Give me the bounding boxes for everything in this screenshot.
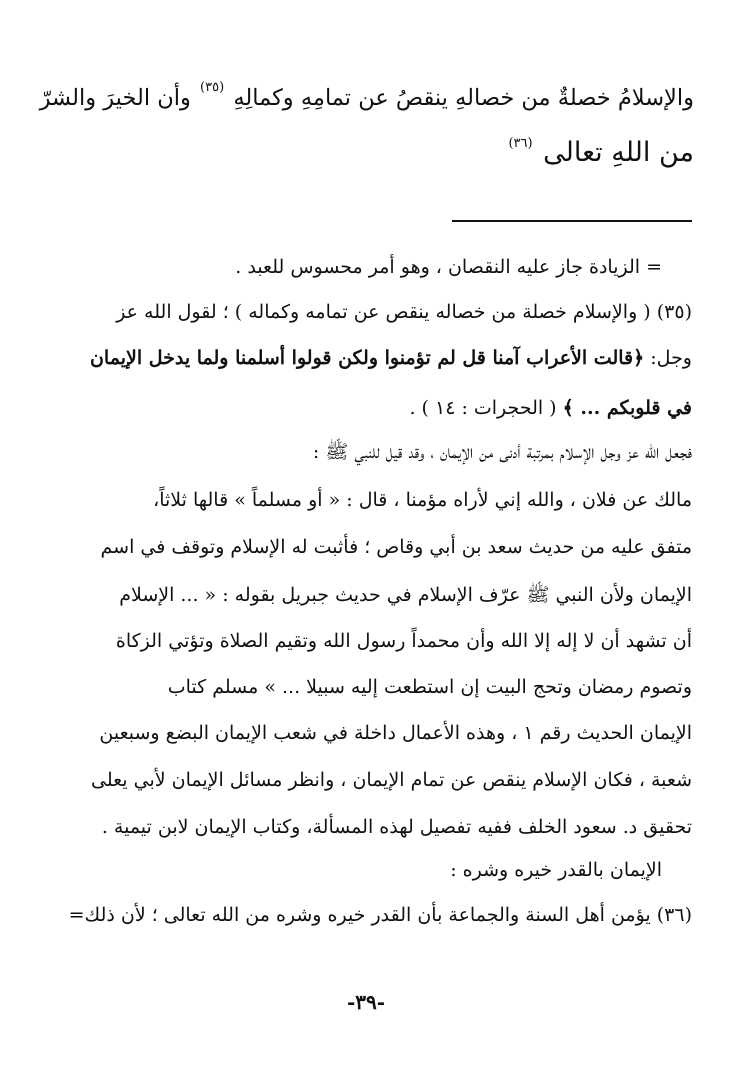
footnote-35-line: الإيمان الحديث رقم ١ ، وهذه الأعمال داخلة في شعب الإيمان البضع وسبعين xyxy=(99,722,692,744)
main-text-segment: وأن الخيرَ والشرّ xyxy=(39,85,191,111)
footnote-divider xyxy=(452,220,692,222)
footnote-35-line: شعبة ، فكان الإسلام ينقص عن تمام الإيمان ، وانظر مسائل الإيمان لأبي يعلى xyxy=(91,769,692,791)
main-text-segment: من اللهِ تعالى xyxy=(543,137,694,168)
footnote-35-line: الإيمان ولأن النبي ﷺ عرّف الإسلام في حديث جبريل بقوله : « ... الإسلام xyxy=(119,584,692,606)
footnote-ref-36: (٣٦) xyxy=(508,136,533,151)
footnote-35-line: (٣٥) ( والإسلام خصلة من خصاله ينقص عن تمامه وكماله ) ؛ لقول الله عز xyxy=(116,301,692,323)
quran-verse: ﴿قالت الأعراب آمنا قل لم تؤمنوا ولكن قولوا أسلمنا ولما يدخل الإيمان xyxy=(89,347,645,369)
footnote-35-quran-line xyxy=(38,393,692,423)
quran-verse: في قلوبكم ... ﴾ xyxy=(562,397,692,419)
quran-reference: ( الحجرات : ١٤ ) . xyxy=(409,397,557,419)
footnote-35-line: تحقيق د. سعود الخلف ففيه تفصيل لهذه المسألة، وكتاب الإيمان لابن تيمية . xyxy=(101,816,692,838)
section-heading: الإيمان بالقدر خيره وشره : xyxy=(450,859,662,881)
footnote-35-line: مالك عن فلان ، والله إني لأراه مؤمنا ، قال : « أو مسلماً » قالها ثلاثاً، xyxy=(153,489,692,511)
main-text-line-1 xyxy=(38,68,694,118)
footnote-35-line: فجعل الله عز وجل الإسلام بمرتبة أدنى من الإيمان ، وقد قيل للنبي ﷺ : xyxy=(312,441,692,463)
main-text-segment: والإسلامُ خصلةٌ من خصالهِ ينقصُ عن تمامِهِ وكمالِهِ xyxy=(233,85,694,111)
footnote-ref-35: (٣٥) xyxy=(200,80,225,95)
footnote-text: وجل: xyxy=(644,347,692,369)
page-number: -٣٩- xyxy=(346,990,386,1014)
footnote-35-line: وتصوم رمضان وتحج البيت إن استطعت إليه سبيلا ... » مسلم كتاب xyxy=(167,676,692,698)
footnote-35-line: أن تشهد أن لا إله إلا الله وأن محمداً رسول الله وتقيم الصلاة وتؤتي الزكاة xyxy=(115,630,692,652)
footnote-36-line: (٣٦) يؤمن أهل السنة والجماعة بأن القدر خيره وشره من الله تعالى ؛ لأن ذلك= xyxy=(68,904,692,926)
footnote-35-quran-line xyxy=(38,343,692,373)
main-text-line-2 xyxy=(38,124,694,173)
footnote-35-line: متفق عليه من حديث سعد بن أبي وقاص ؛ فأثبت له الإسلام وتوقف في اسم xyxy=(100,536,692,558)
footnote-continuation: = الزيادة جاز عليه النقصان ، وهو أمر محسوس للعبد . xyxy=(235,256,662,278)
